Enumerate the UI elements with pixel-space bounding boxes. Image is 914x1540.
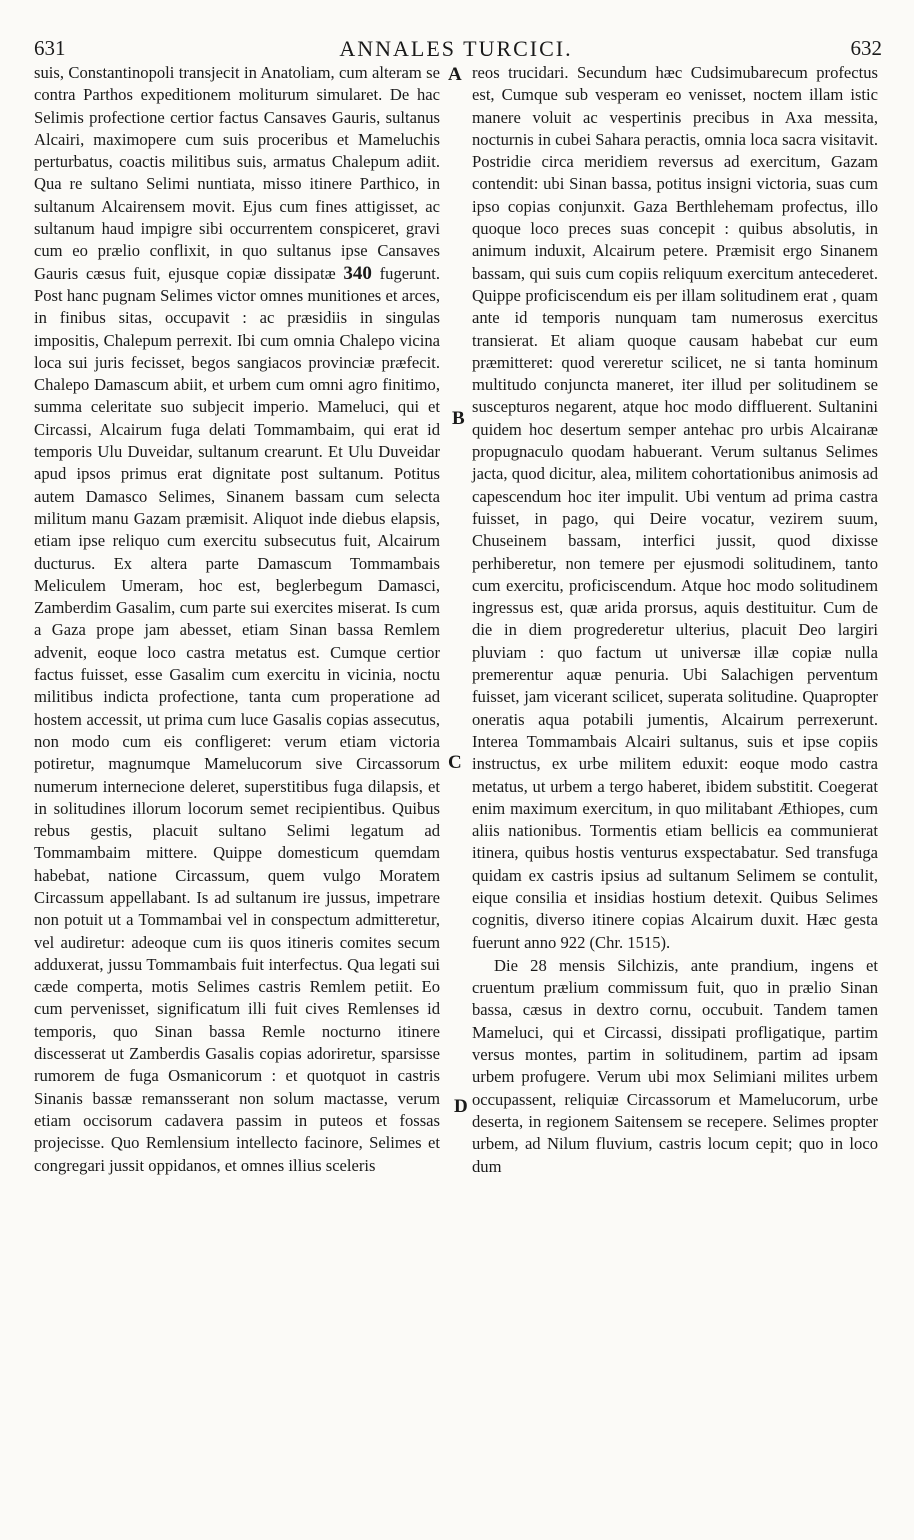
left-column-text	[34, 62, 440, 1177]
right-column	[472, 62, 878, 1178]
left-text-part-1: suis, Constantinopoli transjecit in Anatoliam, cum alteram se contra Parthos expeditionem moliturum simularet. De hac Selimis profectione certior factus Cansaves Gauris, sultanus Alcairi, maximopere cum suis proceribus et Mameluchis perturbatus, coactis militibus suis, armatus Chalepum adiit. Qua re sultano Selimi nuntiata, misso itinere Parthico, in sultanum Alcairensem movit. Ejus cum fines attigisset, ac sultanum haud impigre sibi occurrentem conspiceret, gravi cum eo prælio conflixit, in quo sultanus ipse Cansaves Gauris cæsus fuit, ejusque copiæ dissipatæ	[34, 63, 440, 283]
right-paragraph-2: Die 28 mensis Silchizis, ante prandium, ingens et cruentum prælium commissum fuit, quo in prælio Sinan bassa, cæsus in dextro cornu, occubuit. Tandem tamen Mameluci, qui et Circassi, dissipati profligatique, partim versus montes, partim in solitudinem, partim ad ipsam urbem profugere. Verum ubi mox Selimiani milites urbem occupassent, reliquiæ Circassorum et Mamelucorum, urbe deserta, in regionem Saitensem se recepere. Selimes propter urbem, ad Nilum fluvium, castris locum cepit; quo in loco dum	[472, 955, 878, 1176]
page-header	[30, 36, 882, 62]
left-column	[34, 62, 440, 1177]
marginal-page-number: 340	[343, 262, 372, 284]
page-number-left: 631	[34, 36, 66, 60]
page-number-right: 632	[850, 36, 882, 60]
running-title: ANNALES TURCICI.	[339, 36, 573, 61]
margin-letter-a: A	[448, 64, 462, 85]
right-paragraph-1: reos trucidari. Secundum hæc Cudsimubarecum profectus est, Cumque sub vesperam eo venisset, noctem illam istic manere voluit ac vespertinis precibus in Axa messita, nocturnis in cubei Sahara peractis, omnia loca sacra visitavit. Postridie circa meridiem reversus ad exercitum, Gazam contendit: ubi Sinan bassa, potitus insigni victoria, suas cum ipso copias conjunxit. Gaza Berthlehemam profectus, illo quoque loco preces suas concepit : quibus absolutis, in animum induxit, Alcairum petere. Præmisit ergo Sinanem bassam, qui suis cum copiis reliquum exercitum antecederet. Quippe proficiscendum eis per illam solitudinem erat , quam ante id temporis nunquam tam numerosus exercitus transierat. Et aliam quoque causam habebat cur eum præmitteret: quod vereretur scilicet, ne si tanta hominum multitudo conjuncta maneret, iter illud per solitudinem se suscepturos negarent, atque hoc modo diffluerent. Sultanini quidem hoc desertum semper antehac pro urbis Alcairanæ propugnaculo quodam habuerant. Verum sultanus Selimes jacta, quod dicitur, alea, militem cohortationibus animosis ad capescendum hoc iter impulit. Ubi ventum ad prima castra fuisset, in pago, qui Deire vocatur, vezirem suum, Chuseinem bassam, interfici jussit, quod dixisse perhiberetur, non temere per ejusmodi solitudinem, tanto cum exercitu, proficiscendum. Atque hoc modo solitudinem ingressus est, quæ arida prorsus, aquis destituitur. Cum de die in diem progrederetur ulterius, placuit Deo largiri pluviam : quo factum ut universæ illæ copiæ nulla premerentur aquæ penuria. Ubi Salachigen perventum fuisset, jam vicerant scilicet, superata solitudine. Quapropter oneratis aqua potabili jumentis, Alcairum perrexerunt. Interea Tommambais Alcairi sultanus, suis et ipse copiis instructus, ex urbe militem eduxit: eoque modo castra metatus, ut urbem a tergo haberet, ibidem substitit. Coegerat enim maximum exercitum, in quo militabant Æthiopes, cum aliis nationibus. Tormentis etiam bellicis ea communierat itinera, quibus hostis venturus exspectabatur. Sed transfuga quidam ex castris ipsius ad sultanum Selimem se contulit, eique consilia et insidias hostium detexit. Quibus Selimes cognitis, diverso itinere copias Alcairum duxit. Hæc gesta fuerunt anno 922 (Chr. 1515).	[472, 63, 878, 952]
margin-letter-c: C	[448, 752, 462, 773]
margin-letter-d: D	[454, 1096, 468, 1117]
margin-letter-b: B	[452, 408, 465, 429]
left-text-part-2: fugerunt. Post hanc pugnam Selimes victor omnes munitiones et arces, in finibus sitas, occupavit : ac præsidiis in singulas impositis, Chalepum perrexit. Ibi cum omnia Chalepo vicina loca sui juris fecisset, begos sangiacos provinciæ præfecit. Chalepo Damascum abiit, et urbem cum omni agro finitimo, summa celeritate suo subjecit imperio. Mameluci, qui et Circassi, Alcairum fuga delati Tommambaim, qui erat id temporis Ulu Duveidar, sultanum crearunt. Et Ulu Duveidar apud ipsos primus erat dignitate post sultanum. Potitus autem Damasco Selimes, Sinanem bassam cum selecta militum manu Gazam præmisit. Aliquot inde diebus elapsis, etiam ipse reliquo cum exercitu subsecutus fuit, Alcairum ducturus. Ex altera parte Damascum Tommambais Meliculem Umeram, hoc est, beglerbegum Damasci, Zamberdim Gasalim, cum parte sui exercites miserat. Is cum a Gaza prope jam abesset, etiam Sinan bassa Remlem advenit, eoque loco castra metatus est. Cumque certior factus fuisset, esse Gasalim cum exercitu in vicinia, noctu militibus indicta profectione, tanta cum properatione ad hostem accessit, ut prima cum luce Gasalis copias assecutus, non modo cum eis confligeret: verum etiam victoria potiretur, magnumque Mamelucorum sive Circassorum numerum internecione deleret, superstitibus fuga dilapsis, et in solitudines illorum locorum semet recipientibus. Quibus rebus gestis, placuit sultano Selimi legatum ad Tommambaim mittere. Quippe domesticum quemdam habebat, natione Circassum, quem vulgo Moratem Circassum appellabant. Is ad sultanum ire jussus, impetrare non potuit ut a Tommambai vel in conspectum admitteretur, vel audiretur: adeoque cum iis quos itineris comites secum adduxerat, jussu Tommambais fuit interfectus. Qua legati sui cæde comperta, motis Selimes castris Remlem petiit. Eo cum pervenisset, significatum illi fuit cives Remlenses id temporis, quo Sinan bassa Remle nocturno itinere discesserat ut Zamberdis Gasalis copias adoriretur, sparsisse rumorem de fuga Osmanicorum : et quotquot in castris Sinanis bassæ remansserant non solum mactasse, verum etiam occisorum cadavera passim in puteos et fossas projecisse. Quo Remlensium intellecto facinore, Selimes et congregari jussit oppidanos, et omnes illius sceleris	[34, 263, 441, 1175]
